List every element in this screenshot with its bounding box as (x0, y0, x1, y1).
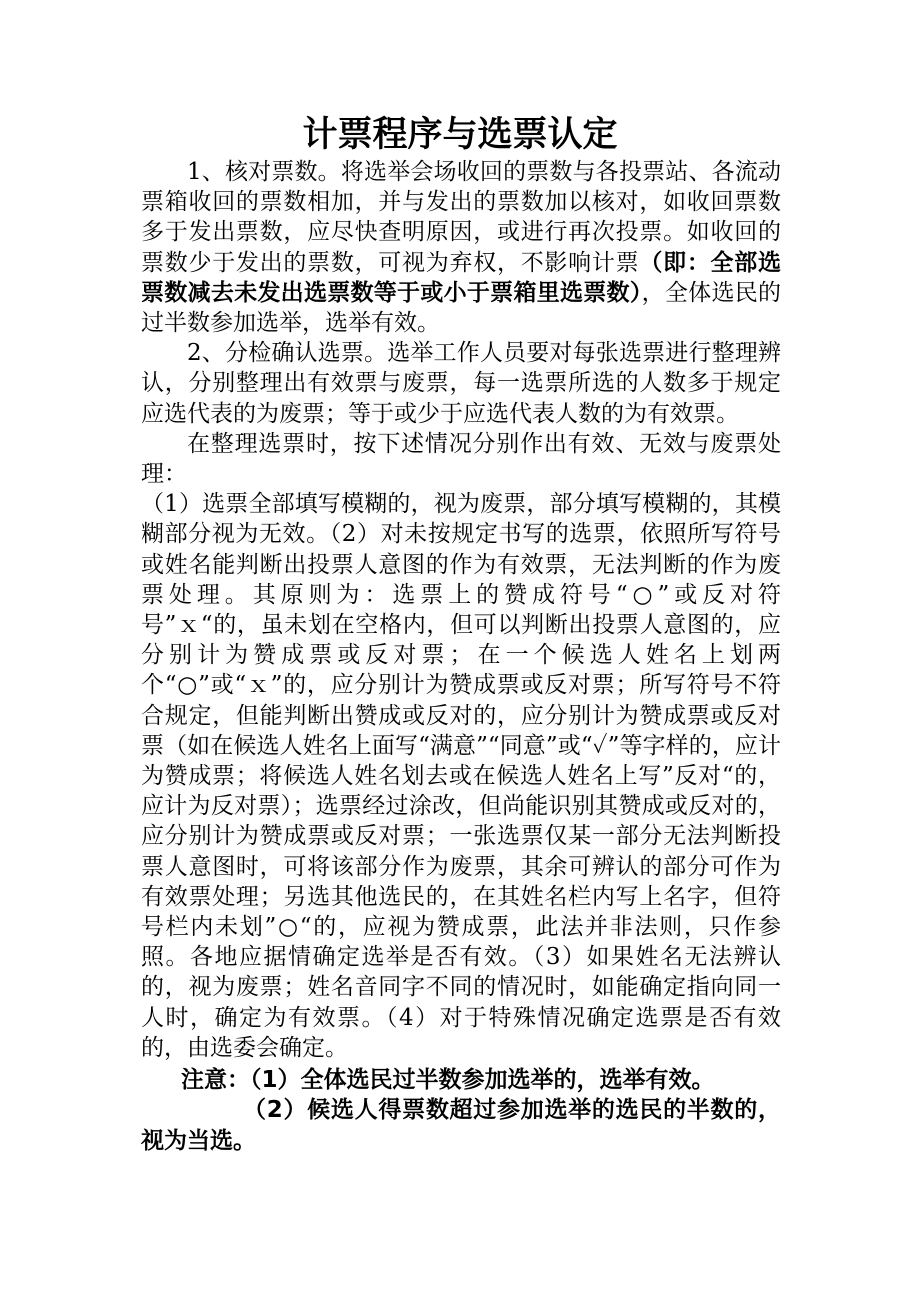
document-title: 计票程序与选票认定 (302, 115, 618, 155)
notes-block (141, 1065, 781, 1156)
note-line-1: 注意：（1）全体选民过半数参加选举的，选举有效。 (181, 1067, 715, 1094)
note-line-2: （2）候选人得票数超过参加选举的选民的半数的，视为当选。 (141, 1097, 781, 1154)
document-body (141, 157, 781, 1156)
paragraph-sort-ballots: 2、分检确认选票。选举工作人员要对每张选票进行整理辨认，分别整理出有效票与废票，每一选票所选的人数多于规定应选代表的为废票；等于或少于应选代表人数的为有效票。 (141, 340, 781, 427)
paragraph-1-tail: ，全体选民的过半数参加选举，选举有效。 (141, 279, 782, 337)
paragraph-verify-ballot-count (141, 157, 781, 338)
paragraph-1-lead: 1、核对票数。将选举会场收回的票数与各投票站、各流动票箱收回的票数相加，并与发出的票数加以核对，如收回票数多于发出票数，应尽快查明原因，或进行再次投票。如收回的票数少于发出的票数，可视为弃权，不影响计票 (141, 159, 781, 276)
paragraph-processing-rules: （1）选票全部填写模糊的，视为废票，部分填写模糊的，其模糊部分视为无效。（2）对未按规定书写的选票，依照所写符号或姓名能判断出投票人意图的作为有效票，无法判断的作为废票处理。其原则为：选票上的赞成符号“○”或反对符号”ｘ“的，虽未划在空格内，但可以判断出投票人意图的，应分别计为赞成票或反对票；在一个候选人姓名上划两个“○”或“ｘ”的，应分别计为赞成票或反对票；所写符号不符合规定，但能判断出赞成或反对的，应分别计为赞成票或反对票（如在候选人姓名上面写“满意”“同意”或“✓”等字样的，应计为赞成票；将候选人姓名划去或在候选人姓名上写”反对“的，应计为反对票）；选票经过涂改，但尚能识别其赞成或反对的，应分别计为赞成票或反对票；一张选票仅某一部分无法判断投票人意图时，可将该部分作为废票，其余可辨认的部分可作为有效票处理；另选其他选民的，在其姓名栏内写上名字，但符号栏内未划”○“的，应视为赞成票，此法并非法则，只作参照。各地应据情确定选举是否有效。（3）如果姓名无法辨认的，视为废票；姓名音同字不同的情况时，如能确定指向同一人时，确定为有效票。（4）对于特殊情况确定选票是否有效的，由选委会确定。 (141, 491, 781, 1061)
paragraph-processing-intro: 在整理选票时，按下述情况分别作出有效、无效与废票处理： (141, 430, 781, 488)
paragraph-1-bold-note: （即：全部选票数减去未发出选票数等于或小于票箱里选票数） (141, 249, 782, 306)
